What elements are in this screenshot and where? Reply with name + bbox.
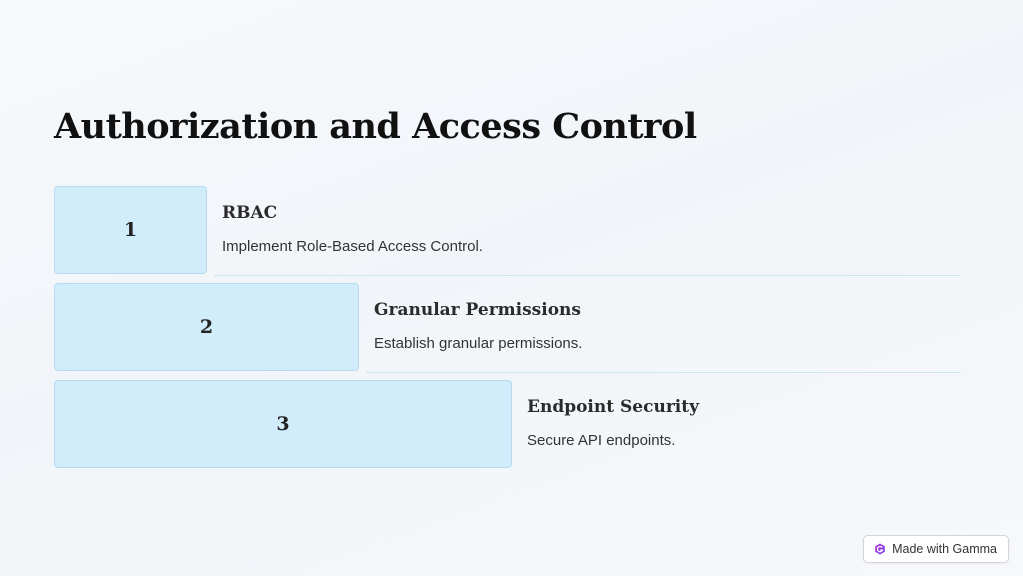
- step-number-box-3: [54, 380, 512, 468]
- step-description-2: Establish granular permissions.: [374, 335, 583, 352]
- made-with-gamma-button[interactable]: [863, 535, 1009, 563]
- step-divider-2: [366, 372, 961, 373]
- step-heading-1: RBAC: [222, 203, 278, 223]
- gamma-logo-icon: [874, 543, 886, 555]
- step-number-box-1: [54, 186, 207, 274]
- step-number-1: 1: [123, 219, 138, 241]
- step-number-box-2: [54, 283, 359, 371]
- page-title: Authorization and Access Control: [54, 106, 697, 147]
- step-content-3: [527, 397, 699, 449]
- step-heading-3: Endpoint Security: [527, 397, 699, 417]
- step-description-1: Implement Role-Based Access Control.: [222, 238, 483, 255]
- step-number-3: 3: [276, 413, 290, 435]
- made-with-gamma-label: Made with Gamma: [892, 542, 997, 556]
- step-description-3: Secure API endpoints.: [527, 432, 676, 449]
- step-heading-2: Granular Permissions: [374, 300, 581, 320]
- step-content-2: [374, 300, 582, 352]
- step-number-2: 2: [199, 316, 214, 338]
- step-content-1: [222, 203, 483, 255]
- step-divider-1: [214, 275, 961, 276]
